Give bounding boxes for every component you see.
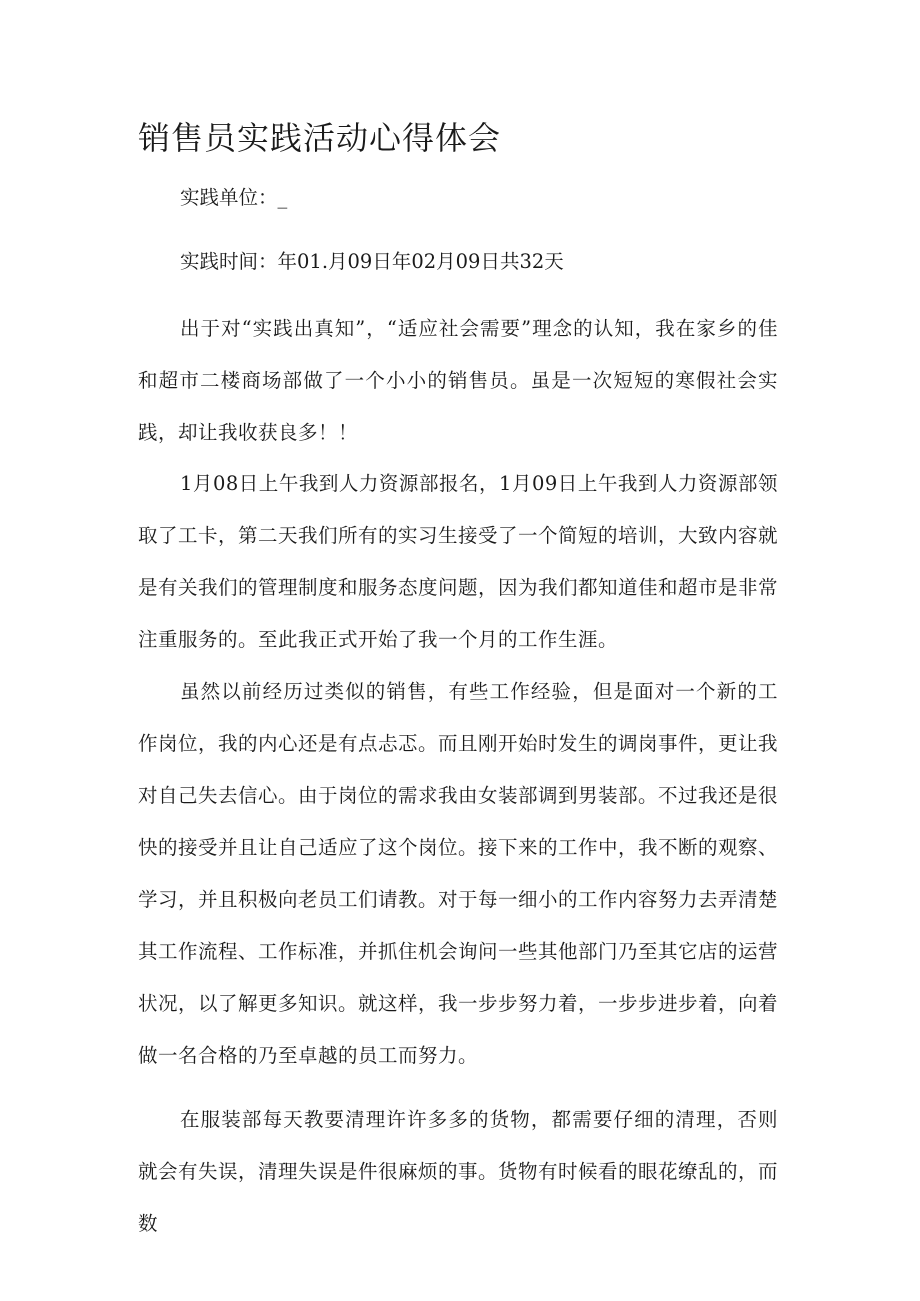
paragraph-1: 出于对“实践出真知”，“适应社会需要”理念的认知，我在家乡的佳和超市二楼商场部做了一个小小的销售员。虽是一次短短的寒假社会实践，却让我收获良多！！ [138, 317, 778, 444]
document-title: 销售员实践活动心得体会 [138, 119, 502, 157]
practice-unit: 实践单位：_ [180, 186, 288, 209]
paragraph-3: 虽然以前经历过类似的销售，有些工作经验，但是面对一个新的工作岗位，我的内心还是有点忐忑。而且刚开始时发生的调岗事件，更让我对自己失去信心。由于岗位的需求我由女装部调到男装部。不过我还是很快的接受并且让自己适应了这个岗位。接下来的工作中，我不断的观察、学习，并且积极向老员工们请教。对于每一细小的工作内容努力去弄清楚其工作流程、工作标准，并抓住机会询问一些其他部门乃至其它店的运营状况，以了解更多知识。就这样，我一步步努力着，一步步进步着，向着做一名合格的乃至卓越的员工而努力。 [138, 680, 779, 1067]
paragraph-2: 1月08日上午我到人力资源部报名，1月09日上午我到人力资源部领取了工卡，第二天我们所有的实习生接受了一个简短的培训，大致内容就是有关我们的管理制度和服务态度问题，因为我们都知道佳和超市是非常注重服务的。至此我正式开始了我一个月的工作生涯。 [138, 472, 779, 651]
paragraph-4: 在服装部每天教要清理许许多多的货物，都需要仔细的清理，否则就会有失误，清理失误是件很麻烦的事。货物有时候看的眼花缭乱的，而数 [138, 1108, 779, 1235]
practice-time: 实践时间：年01.月09日年02月09日共32天 [180, 250, 564, 273]
